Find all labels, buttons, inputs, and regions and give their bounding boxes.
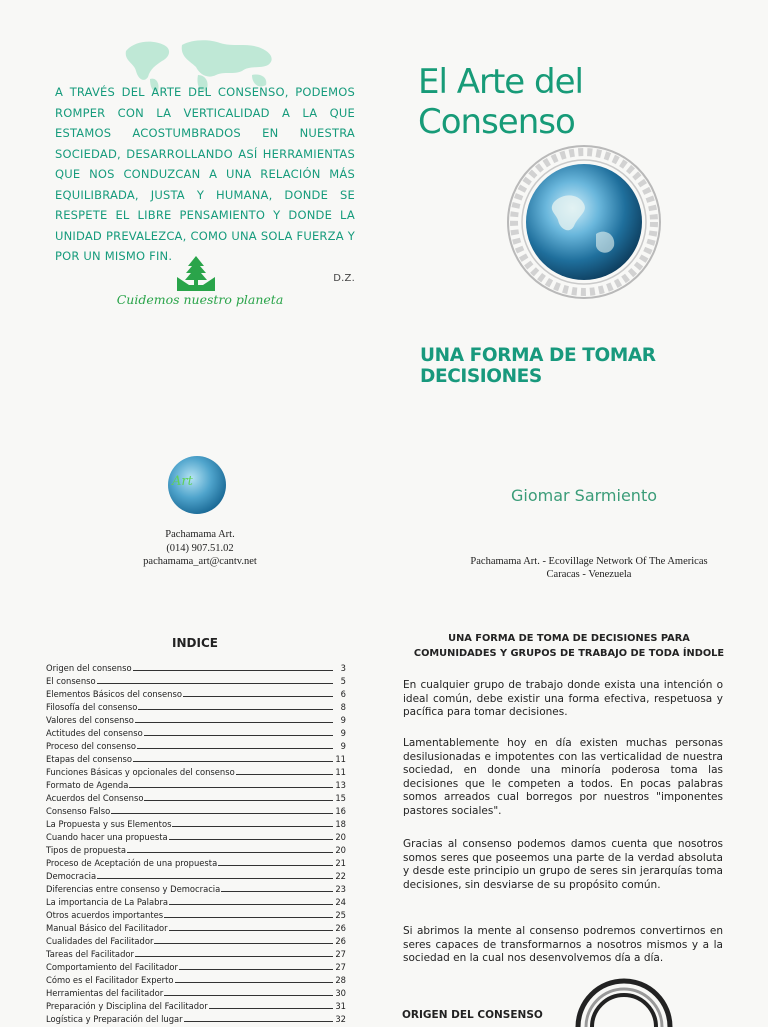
- index-entry-title: Logística y Preparación del lugar: [46, 1014, 183, 1025]
- index-entry-page: 18: [335, 819, 346, 830]
- index-entry-leader: [183, 696, 333, 697]
- index-panel: [0, 615, 384, 1024]
- quote-body: A TRAVÉS DEL ARTE DEL CONSENSO, PODEMOS ROMPER CON LA VERTICALIDAD A LA QUE ESTAMOS ACOSTUMBRADOS EN NUESTRA SOCIEDAD, DESARROLLANDO ASÍ HERRAMIENTAS QUE NOS CONDUZCAN A UNA RELACIÓN MÁS EQUILIBRADA, JUSTA Y HUMANA, DONDE SE RESPETE EL LIBRE PENSAMIENTO Y DONDE LA UNIDAD PREVALEZCA, COMO UNA SOLA FUERZA Y POR UN MISMO FIN.: [55, 85, 355, 263]
- index-entry: [46, 999, 346, 1012]
- index-entry-leader: [144, 735, 333, 736]
- index-entry-leader: [164, 995, 333, 996]
- back-cover-panel: [0, 0, 384, 615]
- index-entry: [46, 869, 346, 882]
- index-entry-page: 13: [335, 780, 346, 791]
- index-entry-leader: [169, 839, 333, 840]
- index-entry-page: 30: [335, 988, 346, 999]
- contact-block: [110, 528, 290, 569]
- publisher-line-2: Caracas - Venezuela: [546, 569, 632, 580]
- index-entry: [46, 882, 346, 895]
- index-entry-page: 5: [340, 676, 346, 687]
- index-entry-leader: [133, 670, 333, 671]
- index-entry: [46, 934, 346, 947]
- index-entry: [46, 843, 346, 856]
- contact-name: Pachamama Art.: [165, 529, 235, 540]
- index-entry: [46, 973, 346, 986]
- index-entry-title: Origen del consenso: [46, 663, 132, 674]
- index-entry: [46, 817, 346, 830]
- index-entry-page: 22: [335, 871, 346, 882]
- index-entry: [46, 661, 346, 674]
- index-entry: [46, 700, 346, 713]
- index-entry-page: 23: [335, 884, 346, 895]
- index-entry: [46, 830, 346, 843]
- index-entry-page: 20: [335, 832, 346, 843]
- index-entry-page: 28: [335, 975, 346, 986]
- index-entry-page: 24: [335, 897, 346, 908]
- index-entry-page: 3: [340, 663, 346, 674]
- index-entry-leader: [154, 943, 333, 944]
- index-entry-page: 27: [335, 949, 346, 960]
- index-entry: [46, 908, 346, 921]
- intro-title: [404, 631, 734, 661]
- index-entry-title: El consenso: [46, 676, 96, 687]
- index-entry-title: Tareas del Facilitador: [46, 949, 134, 960]
- index-entry-page: 16: [335, 806, 346, 817]
- index-entry: [46, 986, 346, 999]
- index-entry-page: 27: [335, 962, 346, 973]
- index-entry-page: 9: [340, 741, 346, 752]
- section-title: ORIGEN DEL CONSENSO: [402, 1009, 543, 1021]
- index-entry-leader: [218, 865, 333, 866]
- pachamama-logo: [168, 456, 226, 514]
- index-entry-title: Manual Básico del Facilitador: [46, 923, 168, 934]
- index-entry-title: Tipos de propuesta: [46, 845, 127, 856]
- index-entry-leader: [169, 930, 333, 931]
- index-entry: [46, 1012, 346, 1025]
- index-entry-page: 25: [335, 910, 346, 921]
- index-entry-leader: [133, 761, 333, 762]
- index-entry-title: Proceso de Aceptación de una propuesta: [46, 858, 218, 869]
- index-entry-page: 11: [335, 767, 346, 778]
- tree-logo-icon: [177, 255, 215, 291]
- index-entry-page: 11: [335, 754, 346, 765]
- index-entry-title: Actitudes del consenso: [46, 728, 143, 739]
- planet-slogan: Cuidemos nuestro planeta: [116, 292, 284, 307]
- index-entry-title: Cuando hacer una propuesta: [46, 832, 168, 843]
- index-entry-leader: [127, 852, 333, 853]
- globe-emblem-icon: [504, 142, 664, 302]
- index-entry-page: 26: [335, 936, 346, 947]
- index-entry-leader: [175, 982, 333, 983]
- index-entry-leader: [144, 800, 333, 801]
- index-title: INDICE: [172, 636, 218, 650]
- index-entry: [46, 921, 346, 934]
- index-entry-leader: [221, 891, 333, 892]
- index-entry-leader: [97, 878, 333, 879]
- index-entry-title: Funciones Básicas y opcionales del consenso: [46, 767, 235, 778]
- index-entry-title: Proceso del consenso: [46, 741, 136, 752]
- index-entry-page: 9: [340, 728, 346, 739]
- paragraph: Si abrimos la mente al consenso podremos convertirnos en seres capaces de transformarnos a nosotros mismos y a la sociedad en la cual nos desenvolvemos día a día.: [403, 925, 723, 965]
- index-entry-title: Elementos Básicos del consenso: [46, 689, 182, 700]
- paragraph: Lamentablemente hoy en día existen muchas personas desilusionadas e impotentes con las verticalidad de nuestra sociedad, en donde una minoría poderosa toma las decisiones que le competen a todos. En pocas palabras somos arreados cual borregos por nuestros "imponentes pastores sociales".: [403, 737, 723, 817]
- index-entry-page: 26: [335, 923, 346, 934]
- intro-title-line-2: COMUNIDADES Y GRUPOS DE TRABAJO DE TODA ÍNDOLE: [413, 648, 725, 659]
- index-entry-title: Otros acuerdos importantes: [46, 910, 164, 921]
- index-entry-leader: [236, 774, 333, 775]
- publisher-line-1: Pachamama Art. - Ecovillage Network Of The Americas: [470, 556, 708, 567]
- index-entry-title: Democracia: [46, 871, 97, 882]
- index-entry: [46, 791, 346, 804]
- intro-panel: [384, 615, 768, 1024]
- index-entry-title: Cómo es el Facilitador Experto: [46, 975, 174, 986]
- index-entry-title: Diferencias entre consenso y Democracia: [46, 884, 221, 895]
- index-entry-leader: [97, 683, 333, 684]
- index-entry-leader: [129, 787, 333, 788]
- logo-script: Art: [172, 474, 193, 489]
- index-entry: [46, 947, 346, 960]
- index-entry-page: 20: [335, 845, 346, 856]
- index-entry: [46, 765, 346, 778]
- index-entry: [46, 674, 346, 687]
- index-entry-title: Herramientas del facilitador: [46, 988, 164, 999]
- index-entry-page: 32: [335, 1014, 346, 1025]
- intro-title-line-1: UNA FORMA DE TOMA DE DECISIONES PARA: [448, 633, 690, 644]
- index-entry-title: Comportamiento del Facilitador: [46, 962, 178, 973]
- index-entry-page: 9: [340, 715, 346, 726]
- author-name: Giomar Sarmiento: [510, 486, 658, 505]
- index-entry-leader: [164, 917, 333, 918]
- index-entry: [46, 895, 346, 908]
- index-entry-page: 21: [335, 858, 346, 869]
- index-entry-leader: [209, 1008, 333, 1009]
- index-entry: [46, 778, 346, 791]
- index-entry-title: Filosofía del consenso: [46, 702, 138, 713]
- index-entry-leader: [138, 709, 333, 710]
- index-entry-page: 8: [340, 702, 346, 713]
- index-entry-title: Etapas del consenso: [46, 754, 132, 765]
- index-list: [46, 661, 346, 1025]
- index-entry-title: Consenso Falso: [46, 806, 111, 817]
- index-entry-title: Cualidades del Facilitador: [46, 936, 154, 947]
- index-entry-title: Acuerdos del Consenso: [46, 793, 144, 804]
- index-entry-title: Valores del consenso: [46, 715, 134, 726]
- index-entry: [46, 856, 346, 869]
- index-entry-title: Preparación y Disciplina del Facilitador: [46, 1001, 208, 1012]
- index-entry-page: 31: [335, 1001, 346, 1012]
- publisher-block: [424, 555, 754, 581]
- index-entry: [46, 804, 346, 817]
- index-entry: [46, 752, 346, 765]
- index-entry: [46, 726, 346, 739]
- contact-phone: (014) 907.51.02: [166, 542, 234, 554]
- index-entry: [46, 687, 346, 700]
- index-entry: [46, 739, 346, 752]
- index-entry: [46, 960, 346, 973]
- index-entry-leader: [135, 722, 333, 723]
- book-subtitle: UNA FORMA DE TOMAR DECISIONES: [420, 345, 656, 387]
- index-entry-leader: [111, 813, 333, 814]
- quote-signature: D.Z.: [333, 272, 355, 284]
- index-entry-title: La importancia de La Palabra: [46, 897, 169, 908]
- front-cover-panel: [384, 0, 768, 615]
- index-entry-page: 6: [340, 689, 346, 700]
- paragraph: Gracias al consenso podemos damos cuenta que nosotros somos seres que poseemos una parte de la verdad absoluta y desde este principio un grupo de seres sin jerarquías toma decisiones, sin desviarse de su propósito común.: [403, 838, 723, 891]
- arch-icon: [572, 975, 676, 1027]
- index-entry-page: 15: [335, 793, 346, 804]
- book-title: El Arte del Consenso: [418, 62, 583, 142]
- contact-email: pachamama_art@cantv.net: [143, 556, 257, 567]
- index-entry-leader: [169, 904, 333, 905]
- index-entry-title: La Propuesta y sus Elementos: [46, 819, 172, 830]
- index-entry: [46, 713, 346, 726]
- index-entry-leader: [137, 748, 333, 749]
- index-entry-leader: [172, 826, 333, 827]
- index-entry-leader: [184, 1021, 333, 1022]
- index-entry-title: Formato de Agenda: [46, 780, 129, 791]
- index-entry-leader: [179, 969, 333, 970]
- index-entry-leader: [135, 956, 333, 957]
- paragraph: En cualquier grupo de trabajo donde exista una intención o ideal común, debe existir una forma efectiva, respetuosa y pacífica para tomar decisiones.: [403, 679, 723, 719]
